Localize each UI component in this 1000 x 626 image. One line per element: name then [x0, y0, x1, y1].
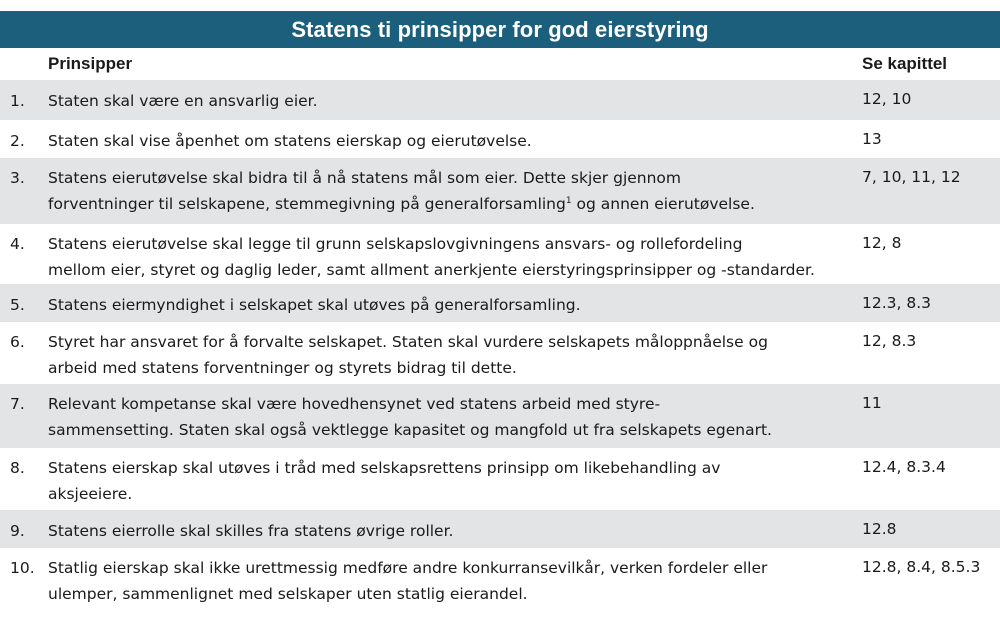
- row-principle: [48, 292, 848, 318]
- row-principle: [48, 555, 848, 607]
- row-number: 6.: [10, 333, 25, 351]
- row-number: 4.: [10, 235, 25, 253]
- row-principle: [48, 128, 848, 154]
- row-chapter: 12.4, 8.3.4: [862, 458, 946, 476]
- row-chapter: 13: [862, 130, 882, 148]
- principle-line: Statlig eierskap skal ikke urettmessig medføre andre konkurransevilkår, verken fordeler eller: [48, 559, 768, 577]
- table-row: [0, 448, 1000, 510]
- table-row: [0, 224, 1000, 284]
- principle-line: Staten skal vise åpenhet om statens eierskap og eierutøvelse.: [48, 132, 532, 150]
- principle-line: Staten skal være en ansvarlig eier.: [48, 92, 318, 110]
- table-row: [0, 80, 1000, 120]
- table-row: [0, 284, 1000, 322]
- header-chapter: Se kapittel: [862, 54, 948, 73]
- table-title: Statens ti prinsipper for god eierstyring: [0, 11, 1000, 48]
- row-number: 8.: [10, 459, 25, 477]
- row-principle: [48, 231, 848, 283]
- principle-line: og annen eierutøvelse.: [571, 195, 755, 213]
- principle-line: ulemper, sammenlignet med selskaper uten statlig eierandel.: [48, 585, 528, 603]
- header-principles: Prinsipper: [48, 54, 133, 73]
- row-principle: [48, 455, 848, 507]
- row-number: 9.: [10, 522, 25, 540]
- principle-line: Styret har ansvaret for å forvalte selskapet. Staten skal vurdere selskapets måloppnåelse og: [48, 333, 768, 351]
- row-chapter: 12.3, 8.3: [862, 294, 932, 312]
- principle-line: mellom eier, styret og daglig leder, samt allment anerkjente eierstyringsprinsipper og -standarder.: [48, 261, 815, 279]
- row-principle: [48, 165, 848, 217]
- row-chapter: 12.8, 8.4, 8.5.3: [862, 558, 981, 576]
- footnote-marker: 1: [565, 196, 572, 206]
- principle-line: Statens eierutøvelse skal bidra til å nå statens mål som eier. Dette skjer gjennom: [48, 169, 682, 187]
- row-number: 7.: [10, 395, 25, 413]
- principle-line: Relevant kompetanse skal være hovedhensynet ved statens arbeid med styre-: [48, 395, 661, 413]
- row-principle: [48, 329, 848, 381]
- row-principle: [48, 391, 848, 443]
- row-chapter: 11: [862, 394, 882, 412]
- row-chapter: 12, 8.3: [862, 332, 917, 350]
- principle-line-with-footnote: [48, 191, 848, 217]
- table-body: [0, 80, 1000, 608]
- principle-line: arbeid med statens forventninger og styrets bidrag til dette.: [48, 359, 517, 377]
- table-row: [0, 548, 1000, 608]
- table-row: [0, 322, 1000, 384]
- table-header-row: [0, 48, 1000, 80]
- row-number: 3.: [10, 169, 25, 187]
- row-principle: [48, 518, 848, 544]
- row-chapter: 12, 8: [862, 234, 902, 252]
- row-chapter: 12, 10: [862, 90, 912, 108]
- principle-line: Statens eierskap skal utøves i tråd med selskapsrettens prinsipp om likebehandling av: [48, 459, 721, 477]
- principle-line: forventninger til selskapene, stemmegivning på generalforsamling: [48, 195, 566, 213]
- principle-line: Statens eiermyndighet i selskapet skal utøves på generalforsamling.: [48, 296, 581, 314]
- principle-line: sammensetting. Staten skal også vektlegge kapasitet og mangfold ut fra selskapets egenart.: [48, 421, 772, 439]
- principle-line: Statens eierrolle skal skilles fra statens øvrige roller.: [48, 522, 454, 540]
- principle-line: Statens eierutøvelse skal legge til grunn selskapslovgivningens ansvars- og rollefordeling: [48, 235, 743, 253]
- row-chapter: 12.8: [862, 520, 897, 538]
- row-number: 10.: [10, 559, 35, 577]
- row-number: 1.: [10, 92, 25, 110]
- row-number: 2.: [10, 132, 25, 150]
- table-row: [0, 384, 1000, 448]
- row-number: 5.: [10, 296, 25, 314]
- table-row: [0, 158, 1000, 224]
- principle-line: aksjeeiere.: [48, 485, 133, 503]
- table-row: [0, 510, 1000, 548]
- row-principle: [48, 88, 848, 114]
- table-row: [0, 120, 1000, 158]
- row-chapter: 7, 10, 11, 12: [862, 168, 961, 186]
